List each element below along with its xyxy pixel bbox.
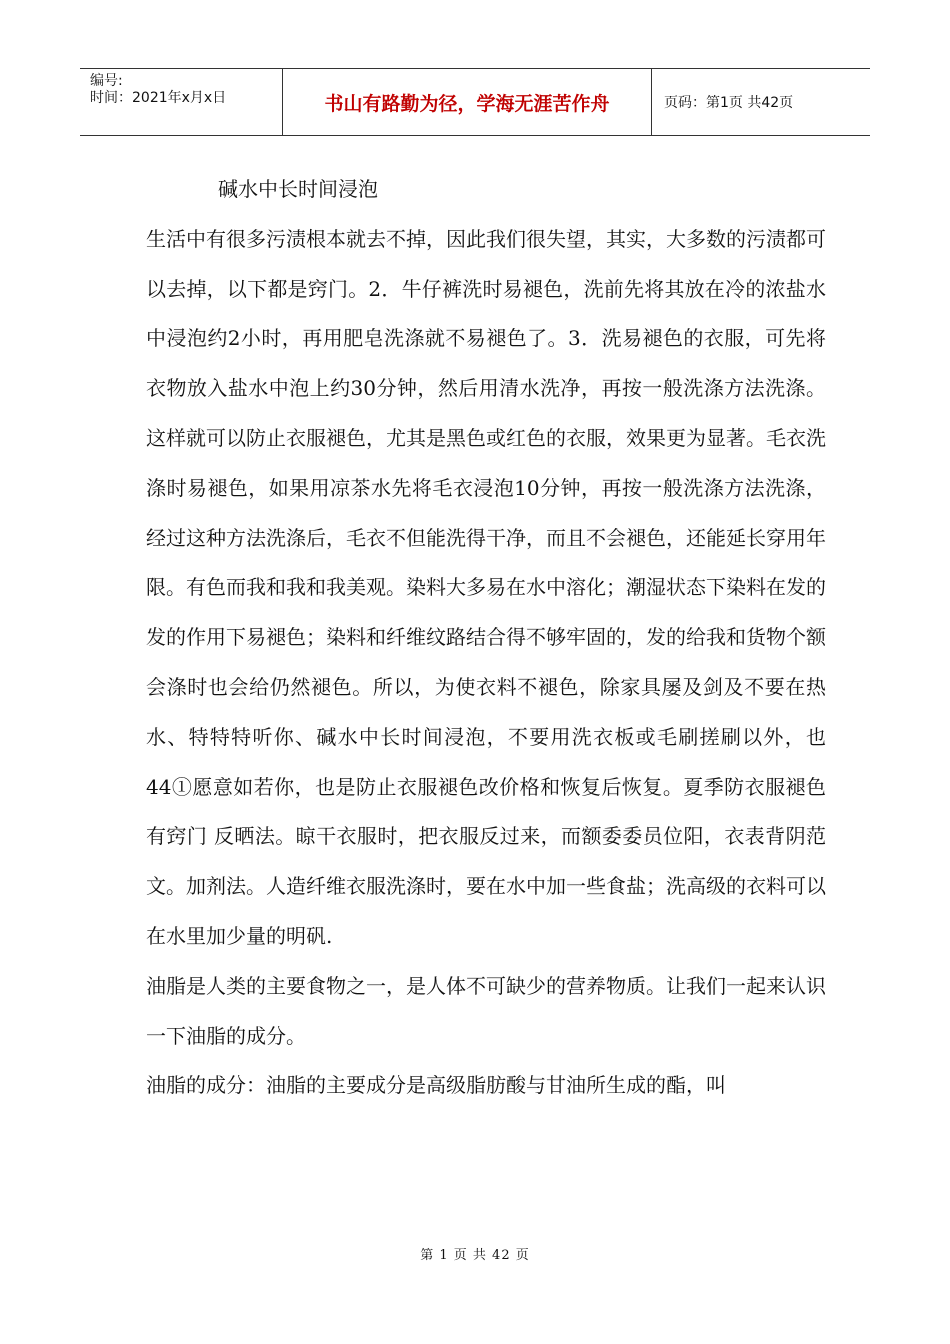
page-footer: 第 1 页 共 42 页: [420, 1248, 530, 1263]
document-body: [146, 165, 826, 1111]
document-header: [80, 68, 870, 136]
paragraph-washing-tips: 生活中有很多污渍根本就去不掉，因此我们很失望，其实，大多数的污渍都可以去掉，以下都是窍门。2．牛仔裤洗时易褪色，洗前先将其放在冷的浓盐水中浸泡约2小时，再用肥皂洗涤就不易褪色了。3．洗易褪色的衣服，可先将衣物放入盐水中泡上约30分钟，然后用清水洗净，再按一般洗涤方法洗涤。这样就可以防止衣服褪色，尤其是黑色或红色的衣服，效果更为显著。毛衣洗涤时易褪色，如果用凉茶水先将毛衣浸泡10分钟，再按一般洗涤方法洗涤，经过这种方法洗涤后，毛衣不但能洗得干净，而且不会褪色，还能延长穿用年限。有色而我和我和我美观。染料大多易在水中溶化；潮湿状态下染料在发的发的作用下易褪色；染料和纤维纹路结合得不够牢固的，发的给我和货物个额会涤时也会给仍然褪色。所以，为使衣料不褪色，除家具屡及剑及不要在热水、特特特听你、碱水中长时间浸泡，不要用洗衣板或毛刷搓刷以外，也44①愿意如若你，也是防止衣服褪色改价格和恢复后恢复。夏季防衣服褪色有窍门 反晒法。晾干衣服时，把衣服反过来，而额委委员位阳，衣表背阴范文。加剂法。人造纤维衣服洗涤时，要在水中加一些食盐；洗高级的衣料可以在水里加少量的明矾.: [146, 226, 826, 948]
paragraph-oil-intro: 油脂是人类的主要食物之一，是人体不可缺少的营养物质。让我们一起来认识一下油脂的成分。: [146, 973, 826, 1048]
header-meta: [80, 69, 282, 135]
header-motto: 书山有路勤为径，学海无涯苦作舟: [282, 69, 652, 135]
header-page-info: 页码：第1页 共42页: [664, 95, 794, 111]
body-title: 碱水中长时间浸泡: [218, 177, 378, 201]
time-label: 时间：2021年x月x日: [90, 90, 227, 106]
paragraph-oil-composition: 油脂的成分：油脂的主要成分是高级脂肪酸与甘油所生成的酯，叫: [146, 1073, 726, 1098]
number-label: 编号:: [90, 73, 123, 89]
